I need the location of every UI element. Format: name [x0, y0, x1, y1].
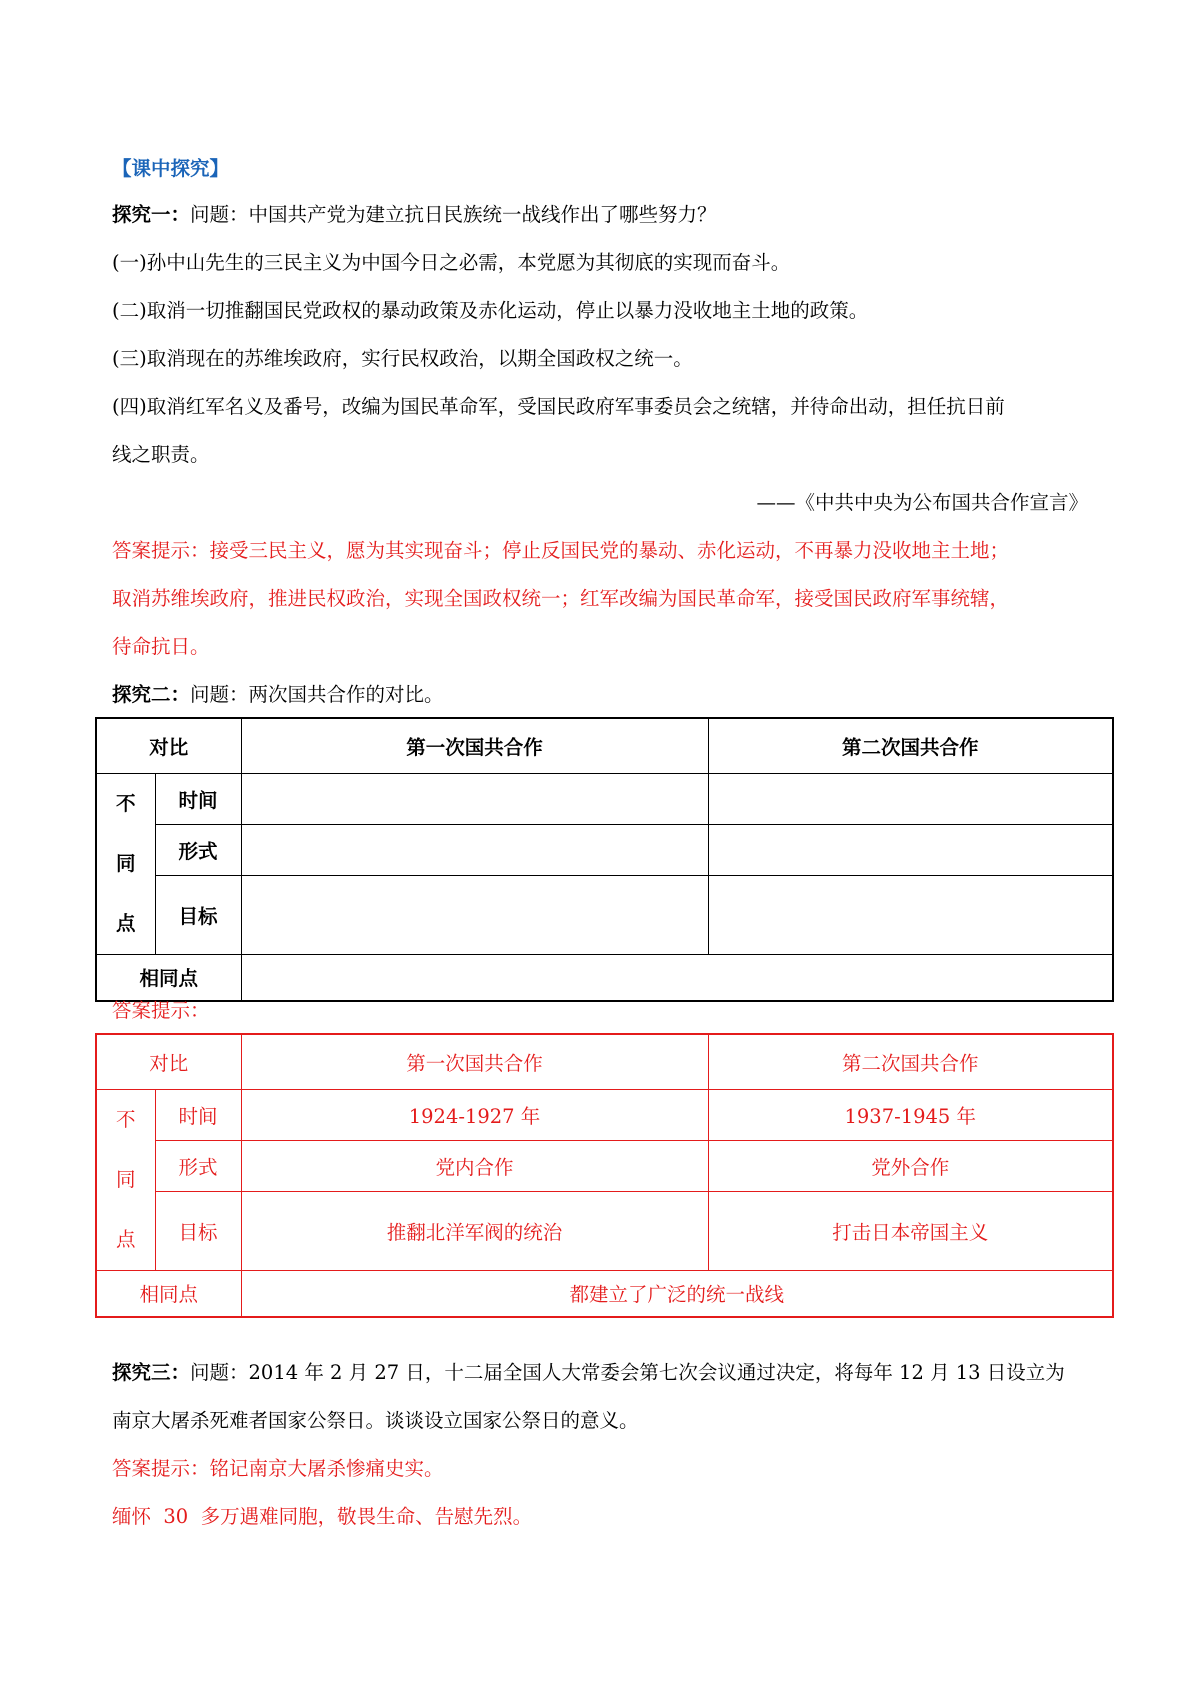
inquiry3-title: 探究三：: [112, 1361, 191, 1384]
form-second-cell: [708, 824, 1113, 875]
answer-comparison-table: [95, 1033, 1114, 1318]
inquiry2-question-line: [112, 681, 444, 709]
answer-time-first: 1924-1927 年: [241, 1089, 708, 1140]
inquiry1-item: 线之职责。: [112, 443, 210, 466]
answer-header-compare: 对比: [96, 1034, 241, 1089]
inquiry3-answer: 缅怀 30 多万遇难同胞，敬畏生命、告慰先烈。: [112, 1505, 533, 1528]
inquiry1-question: 问题：中国共产党为建立抗日民族统一战线作出了哪些努力？: [190, 203, 717, 226]
answer-row-goal-label: 目标: [155, 1191, 241, 1270]
answer-form-first: 党内合作: [241, 1140, 708, 1191]
inquiry1-item: (三)取消现在的苏维埃政府，实行民权政治，以期全国政权之统一。: [112, 347, 693, 370]
row-goal-label: 目标: [155, 875, 241, 954]
diff-char: 同: [115, 851, 136, 875]
answer-goal-second: 打击日本帝国主义: [708, 1191, 1113, 1270]
header-second-cooperation: 第二次国共合作: [708, 718, 1113, 773]
inquiry2-question: 问题：两次国共合作的对比。: [190, 683, 444, 706]
inquiry1-title: 探究一：: [112, 203, 191, 226]
answer-header-second: 第二次国共合作: [708, 1034, 1113, 1089]
diff-char: 不: [115, 1107, 136, 1131]
answer-same: 都建立了广泛的统一战线: [241, 1270, 1113, 1317]
time-second-cell: [708, 773, 1113, 824]
inquiry2-title: 探究二：: [112, 683, 191, 706]
inquiry1-item: (二)取消一切推翻国民党政权的暴动政策及赤化运动，停止以暴力没收地主土地的政策。: [112, 299, 869, 322]
answer-differences-label: [96, 1089, 155, 1270]
header-compare: 对比: [96, 718, 241, 773]
diff-char: 同: [115, 1167, 136, 1191]
inquiry3-question-line: [112, 1359, 1065, 1387]
inquiry3-answer: 答案提示：铭记南京大屠杀惨痛史实。: [112, 1457, 444, 1480]
answer-row-time-label: 时间: [155, 1089, 241, 1140]
comparison-table: [95, 717, 1114, 1002]
inquiry1-item: (一)孙中山先生的三民主义为中国今日之必需，本党愿为其彻底的实现而奋斗。: [112, 251, 791, 274]
inquiry3-question: 问题：2014 年 2 月 27 日，十二届全国人大常委会第七次会议通过决定，将每年 12 月 13 日设立为: [190, 1361, 1065, 1384]
same-cell: [241, 954, 1113, 1001]
inquiry1-question-line: [112, 201, 717, 229]
differences-label: [96, 773, 155, 954]
row-same-label: 相同点: [96, 954, 241, 1001]
row-form-label: 形式: [155, 824, 241, 875]
section-heading: 【课中探究】: [112, 157, 230, 180]
inquiry1-source: ——《中共中央为公布国共合作宣言》: [756, 491, 1088, 514]
time-first-cell: [241, 773, 708, 824]
answer-row-same-label: 相同点: [96, 1270, 241, 1317]
inquiry1-answer: 待命抗日。: [112, 635, 210, 658]
goal-first-cell: [241, 875, 708, 954]
header-first-cooperation: 第一次国共合作: [241, 718, 708, 773]
inquiry2-answer-label: 答案提示：: [112, 999, 210, 1022]
row-time-label: 时间: [155, 773, 241, 824]
inquiry1-answer: 答案提示：接受三民主义，愿为其实现奋斗；停止反国民党的暴动、赤化运动，不再暴力没收地主土地；: [112, 539, 1010, 562]
answer-form-second: 党外合作: [708, 1140, 1113, 1191]
inquiry3-question-cont: 南京大屠杀死难者国家公祭日。谈谈设立国家公祭日的意义。: [112, 1409, 639, 1432]
diff-char: 点: [115, 1227, 136, 1251]
answer-goal-first: 推翻北洋军阀的统治: [241, 1191, 708, 1270]
inquiry1-answer: 取消苏维埃政府，推进民权政治，实现全国政权统一；红军改编为国民革命军，接受国民政府军事统辖，: [112, 587, 1010, 610]
answer-row-form-label: 形式: [155, 1140, 241, 1191]
diff-char: 点: [115, 911, 136, 935]
goal-second-cell: [708, 875, 1113, 954]
inquiry1-item: (四)取消红军名义及番号，改编为国民革命军，受国民政府军事委员会之统辖，并待命出动，担任抗日前: [112, 395, 1005, 418]
answer-time-second: 1937-1945 年: [708, 1089, 1113, 1140]
diff-char: 不: [115, 791, 136, 815]
form-first-cell: [241, 824, 708, 875]
answer-header-first: 第一次国共合作: [241, 1034, 708, 1089]
